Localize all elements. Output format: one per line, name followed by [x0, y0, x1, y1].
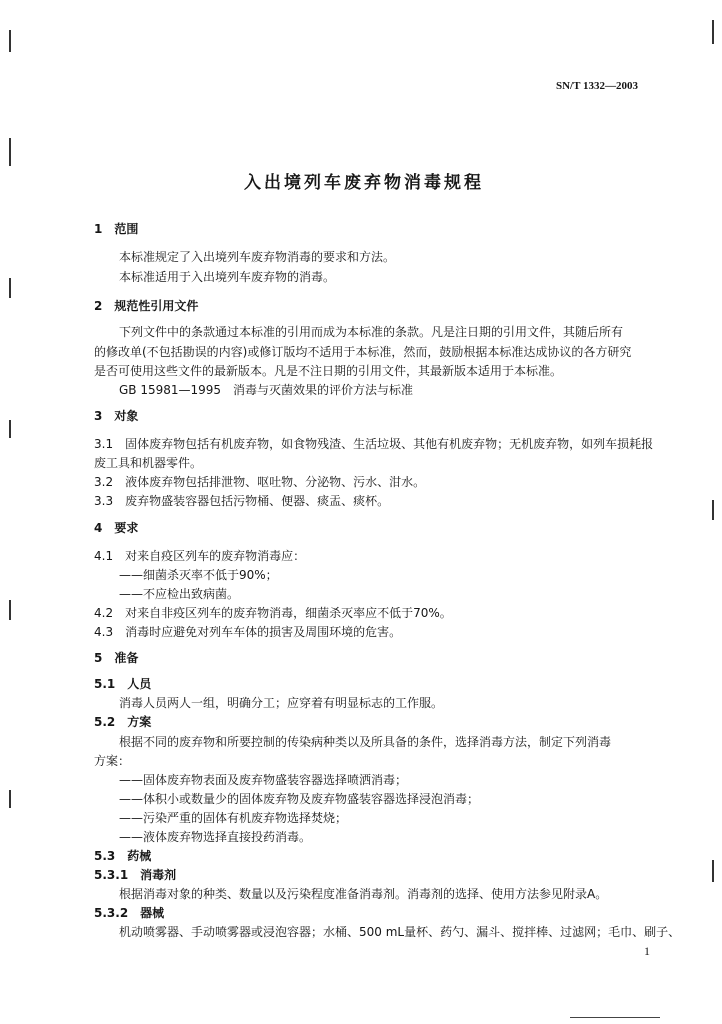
subsection-heading: 5.1 人员: [94, 677, 152, 691]
section-heading: 3 对象: [94, 409, 139, 423]
page-number: 1: [644, 944, 650, 958]
scan-edge-mark: [9, 278, 11, 298]
clause-line: 4.1 对来自疫区列车的废弃物消毒应：: [94, 549, 306, 563]
section-heading: 1 范围: [94, 222, 139, 236]
subsection-heading: 5.3.2 器械: [94, 906, 165, 920]
paragraph-line: 本标准适用于入出境列车废弃物的消毒。: [119, 270, 336, 284]
paragraph-line: 是否可使用这些文件的最新版本。凡是不注日期的引用文件，其最新版本适用于本标准。: [94, 364, 563, 378]
clause-line: 3.2 液体废弃物包括排泄物、呕吐物、分泌物、污水、泔水。: [94, 475, 426, 489]
paragraph-line: 本标准规定了入出境列车废弃物消毒的要求和方法。: [119, 250, 396, 264]
section-heading: 5 准备: [94, 651, 139, 665]
clause-line: 4.2 对来自非疫区列车的废弃物消毒，细菌杀灭率应不低于70%。: [94, 606, 452, 620]
list-item: ——液体废弃物选择直接投药消毒。: [119, 830, 312, 844]
clause-line: 废工具和机器零件。: [94, 456, 203, 470]
section-heading: 4 要求: [94, 521, 139, 535]
document-title: 入出境列车废弃物消毒规程: [244, 173, 484, 193]
paragraph-line: 消毒人员两人一组，明确分工；应穿着有明显标志的工作服。: [119, 696, 444, 710]
paragraph-line: 下列文件中的条款通过本标准的引用而成为本标准的条款。凡是注日期的引用文件，其随后所有: [119, 325, 624, 339]
list-item: ——细菌杀灭率不低于90%；: [119, 568, 278, 582]
paragraph-line: 的修改单(不包括勘误的内容)或修订版均不适用于本标准，然而，鼓励根据本标准达成协议的各方研究: [94, 345, 632, 359]
scan-edge-mark: [712, 860, 714, 882]
reference-entry: GB 15981—1995 消毒与灭菌效果的评价方法与标准: [119, 383, 414, 397]
subsection-heading: 5.2 方案: [94, 715, 152, 729]
section-heading: 2 规范性引用文件: [94, 299, 199, 313]
scan-edge-mark: [9, 138, 11, 166]
scan-edge-mark: [9, 30, 11, 52]
subsection-heading: 5.3.1 消毒剂: [94, 868, 177, 882]
scan-edge-mark: [712, 500, 714, 520]
scan-edge-mark: [9, 600, 11, 620]
paragraph-line: 根据不同的废弃物和所要控制的传染病种类以及所具备的条件，选择消毒方法，制定下列消毒: [119, 735, 612, 749]
clause-line: 4.3 消毒时应避免对列车车体的损害及周围环境的危害。: [94, 625, 402, 639]
list-item: ——污染严重的固体有机废弃物选择焚烧；: [119, 811, 348, 825]
paragraph-line: 方案：: [94, 754, 131, 768]
scan-edge-mark: [9, 790, 11, 808]
subsection-heading: 5.3 药械: [94, 849, 152, 863]
scan-edge-mark: [712, 20, 714, 44]
scan-edge-mark: [9, 420, 11, 438]
standard-number: SN/T 1332—2003: [556, 80, 639, 92]
clause-line: 3.3 废弃物盛装容器包括污物桶、便器、痰盂、痰杯。: [94, 494, 390, 508]
list-item: ——不应检出致病菌。: [119, 587, 240, 601]
scan-bottom-mark: [570, 1017, 660, 1018]
paragraph-line: 根据消毒对象的种类、数量以及污染程度准备消毒剂。消毒剂的选择、使用方法参见附录A。: [119, 887, 608, 901]
list-item: ——体积小或数量少的固体废弃物及废弃物盛装容器选择浸泡消毒；: [119, 792, 480, 806]
clause-line: 3.1 固体废弃物包括有机废弃物，如食物残渣、生活垃圾、其他有机废弃物；无机废弃物，如列车损耗报: [94, 437, 654, 451]
list-item: ——固体废弃物表面及废弃物盛装容器选择喷洒消毒；: [119, 773, 408, 787]
paragraph-line: 机动喷雾器、手动喷雾器或浸泡容器；水桶、500 mL量杯、药勺、漏斗、搅拌棒、过滤网；毛巾、刷子、: [119, 925, 681, 939]
